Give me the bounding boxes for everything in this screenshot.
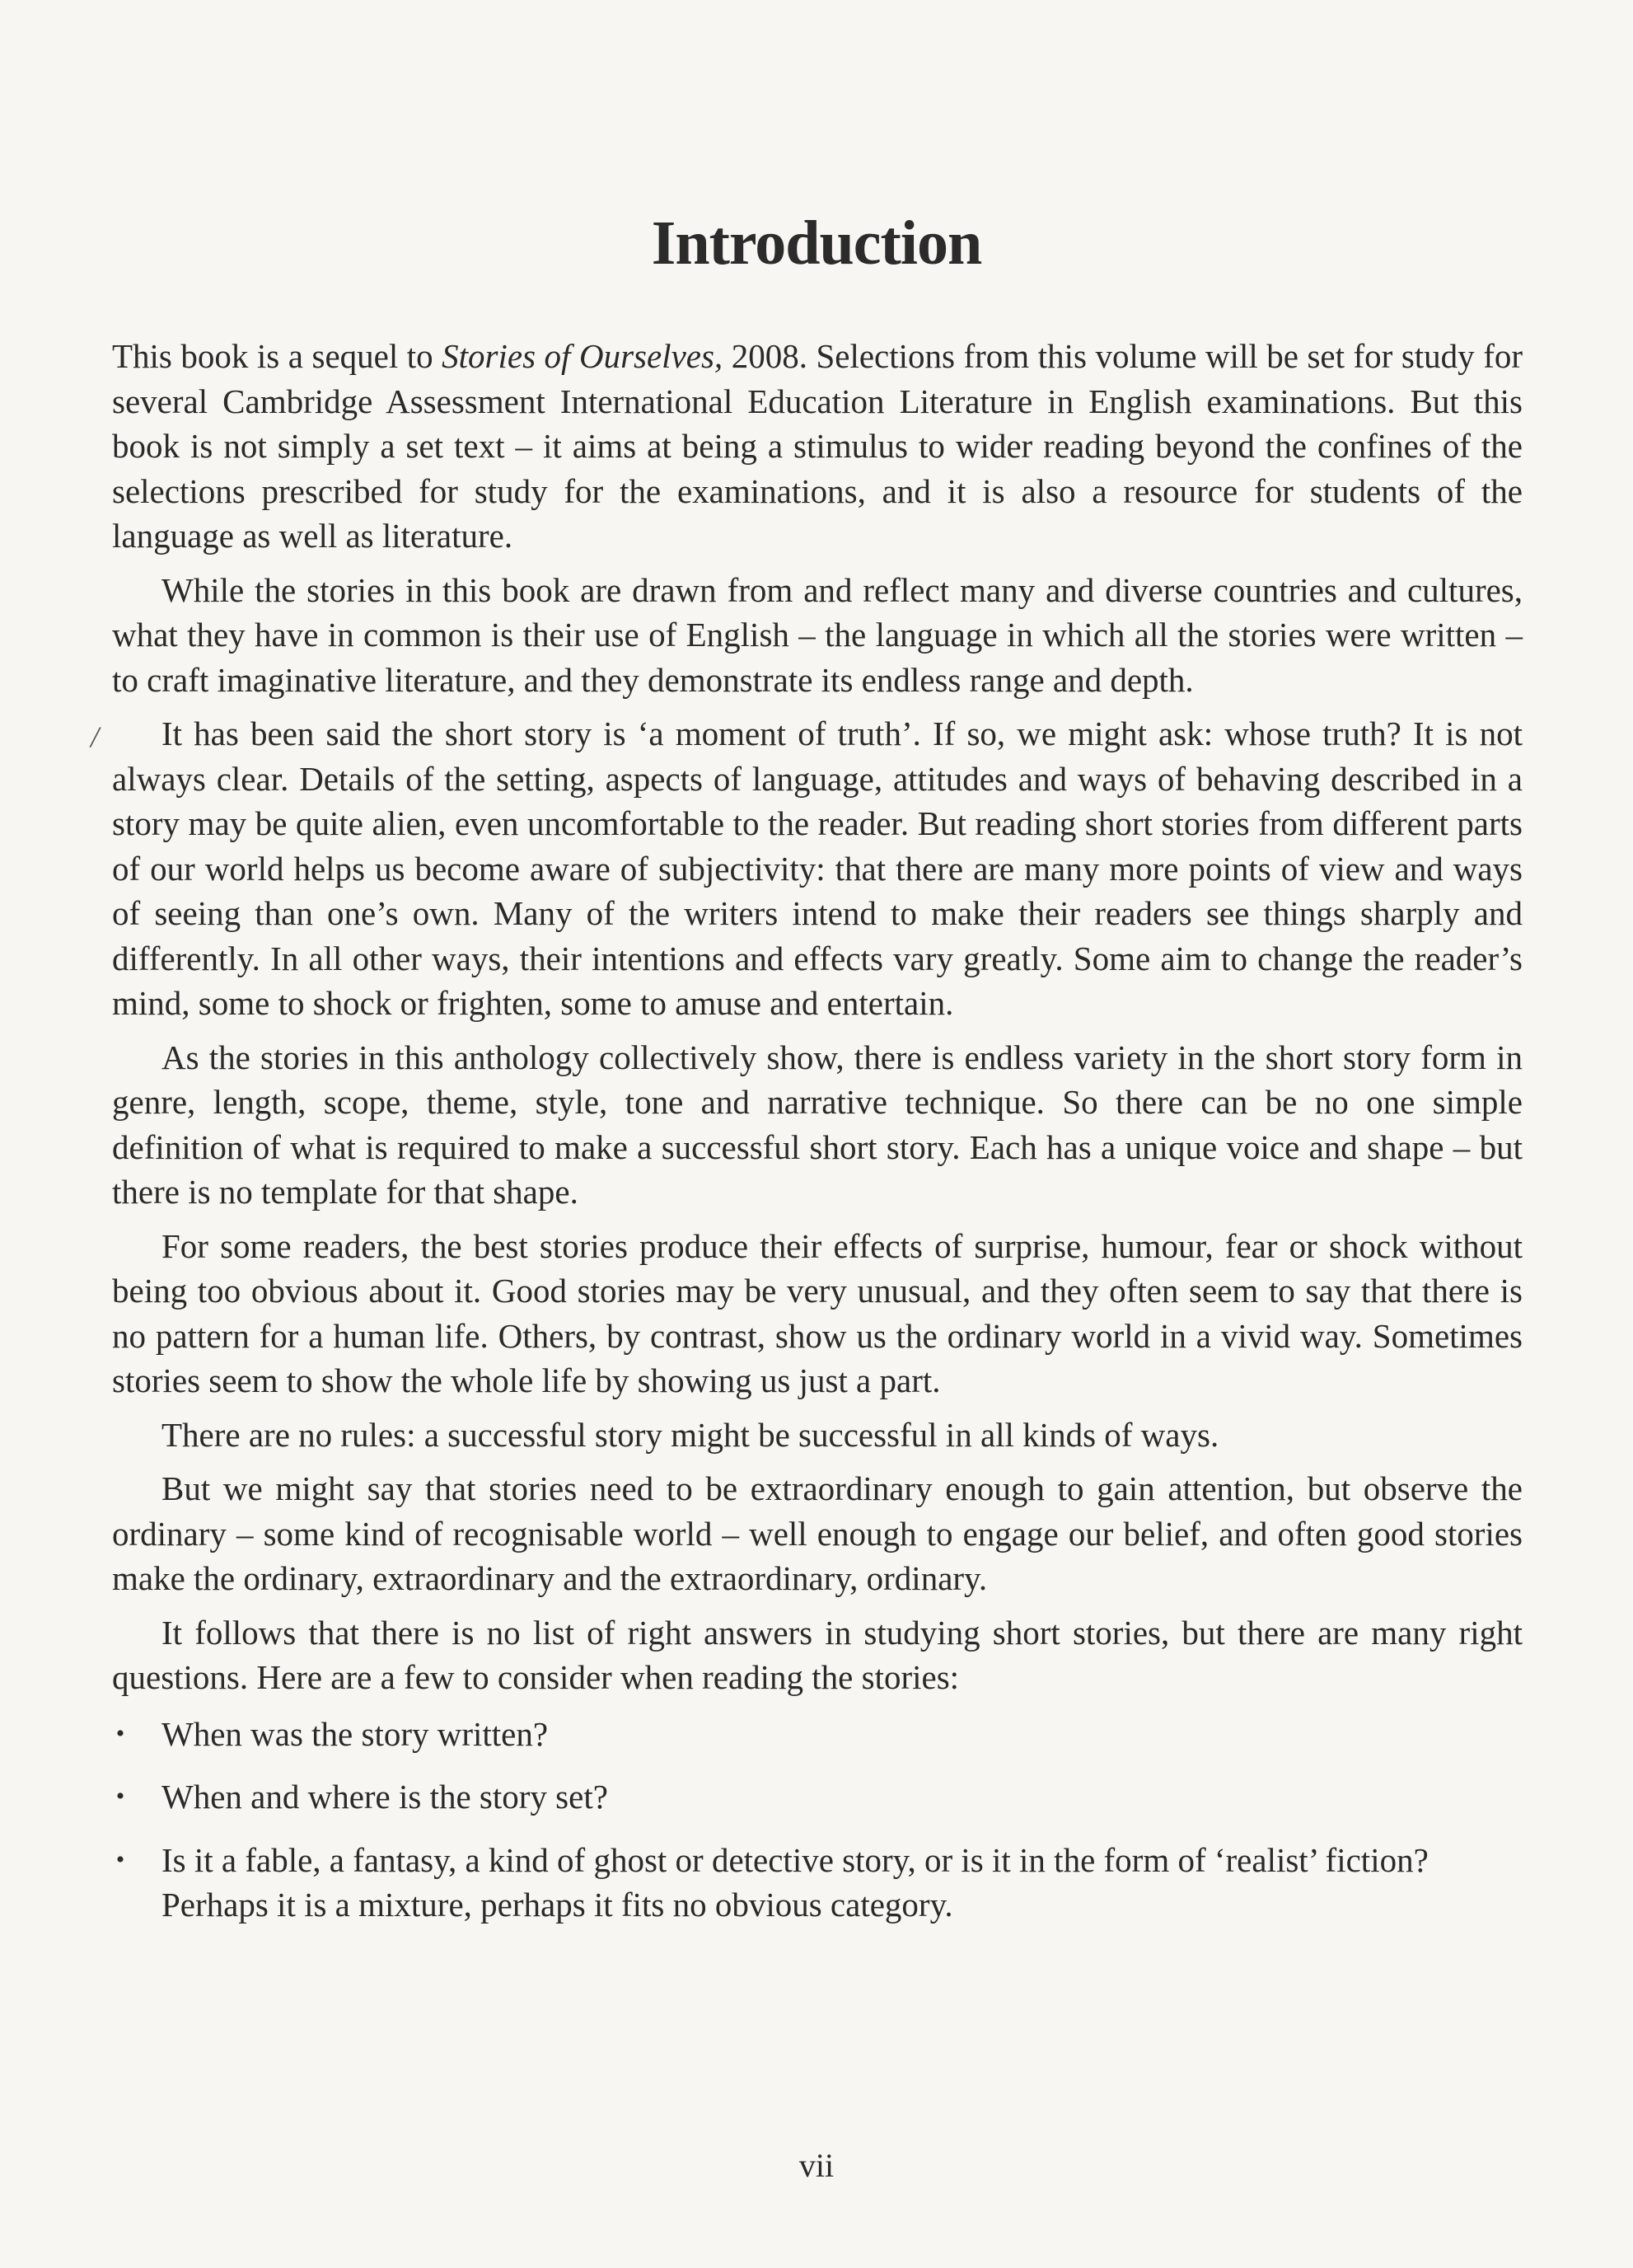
paragraph-8: It follows that there is no list of right answers in studying short stories, but there are many right questions. Here are a few to consider when reading the stories: [112, 1613, 1523, 1696]
paragraph-7: But we might say that stories need to be extraordinary enough to gain attention, but observe the ordinary – some kind of recognisable world – well enough to engage our belief, and often good stories make the ordinary, extraordinary and the extraordinary, ordinary. [112, 1469, 1523, 1597]
question-text: When was the story written? [161, 1714, 549, 1753]
question-item [112, 1712, 1523, 1757]
page-number: vii [798, 2147, 835, 2184]
paragraph-4: As the stories in this anthology collectively show, there is endless variety in the short story form in genre, length, scope, theme, style, tone and narrative technique. So there can be no one simple definition of what is required to make a successful short story. Each has a unique voice and shape – but there is no template for that shape. [112, 1038, 1523, 1211]
book-title-italic: Stories of Ourselves, [442, 337, 723, 375]
paragraph-2: While the stories in this book are drawn from and reflect many and diverse countries and cultures, what they have in common is their use of English – the language in which all the stories were written – to craft imaginative literature, and they demonstrate its endless range and depth. [112, 570, 1523, 699]
bullet-icon: • [115, 1719, 125, 1747]
bullet-icon: • [115, 1783, 125, 1810]
question-text: Is it a fable, a fantasy, a kind of ghost or detective story, or is it in the form of ‘realist’ fiction? Perhaps it is a mixture, perhaps it fits no obvious category. [161, 1840, 1429, 1924]
paragraph-5: For some readers, the best stories produce their effects of surprise, humour, fear or shock without being too obvious about it. Good stories may be very unusual, and they often seem to say that there is no pattern for a human life. Others, by contrast, show us the ordinary world in a vivid way. Sometimes stories seem to show the whole life by showing us just a part. [112, 1226, 1523, 1399]
question-text: When and where is the story set? [161, 1778, 608, 1816]
paragraph-1-text-start: This book is a sequel to [112, 337, 442, 375]
bullet-icon: • [115, 1845, 125, 1873]
paragraph-6: There are no rules: a successful story might be successful in all kinds of ways. [161, 1415, 1219, 1454]
pencil-margin-mark: / [91, 720, 100, 753]
question-list [112, 1712, 1523, 1928]
paragraph-1 [112, 334, 1523, 559]
paragraph-1-text-end: 2008. Selections from this volume will be set for study for several Cambridge Assessment International Education Literature in English examinations. But this book is not simply a set text – it aims at being a stimulus to wider reading beyond the confines of the selections prescribed for study for the examinations, and it is also a resource for students of the language as well as literature. [112, 337, 1523, 555]
page-title: Introduction [651, 209, 982, 278]
paragraph-3: It has been said the short story is ‘a moment of truth’. If so, we might ask: whose truth? It is not always clear. Details of the setting, aspects of language, attitudes and ways of behaving described in a story may be quite alien, even uncomfortable to the reader. But reading short stories from different parts of our world helps us become aware of subjectivity: that there are many more points of view and ways of seeing than one’s own. Many of the writers intend to make their readers see things sharply and differently. In all other ways, their intentions and effects vary greatly. Some aim to change the reader’s mind, some to shock or frighten, some to amuse and entertain. [112, 715, 1523, 1022]
paragraph-3-wrapper [91, 711, 1523, 1026]
question-item [112, 1838, 1523, 1928]
question-item [112, 1774, 1523, 1820]
body-text [91, 334, 1523, 1946]
